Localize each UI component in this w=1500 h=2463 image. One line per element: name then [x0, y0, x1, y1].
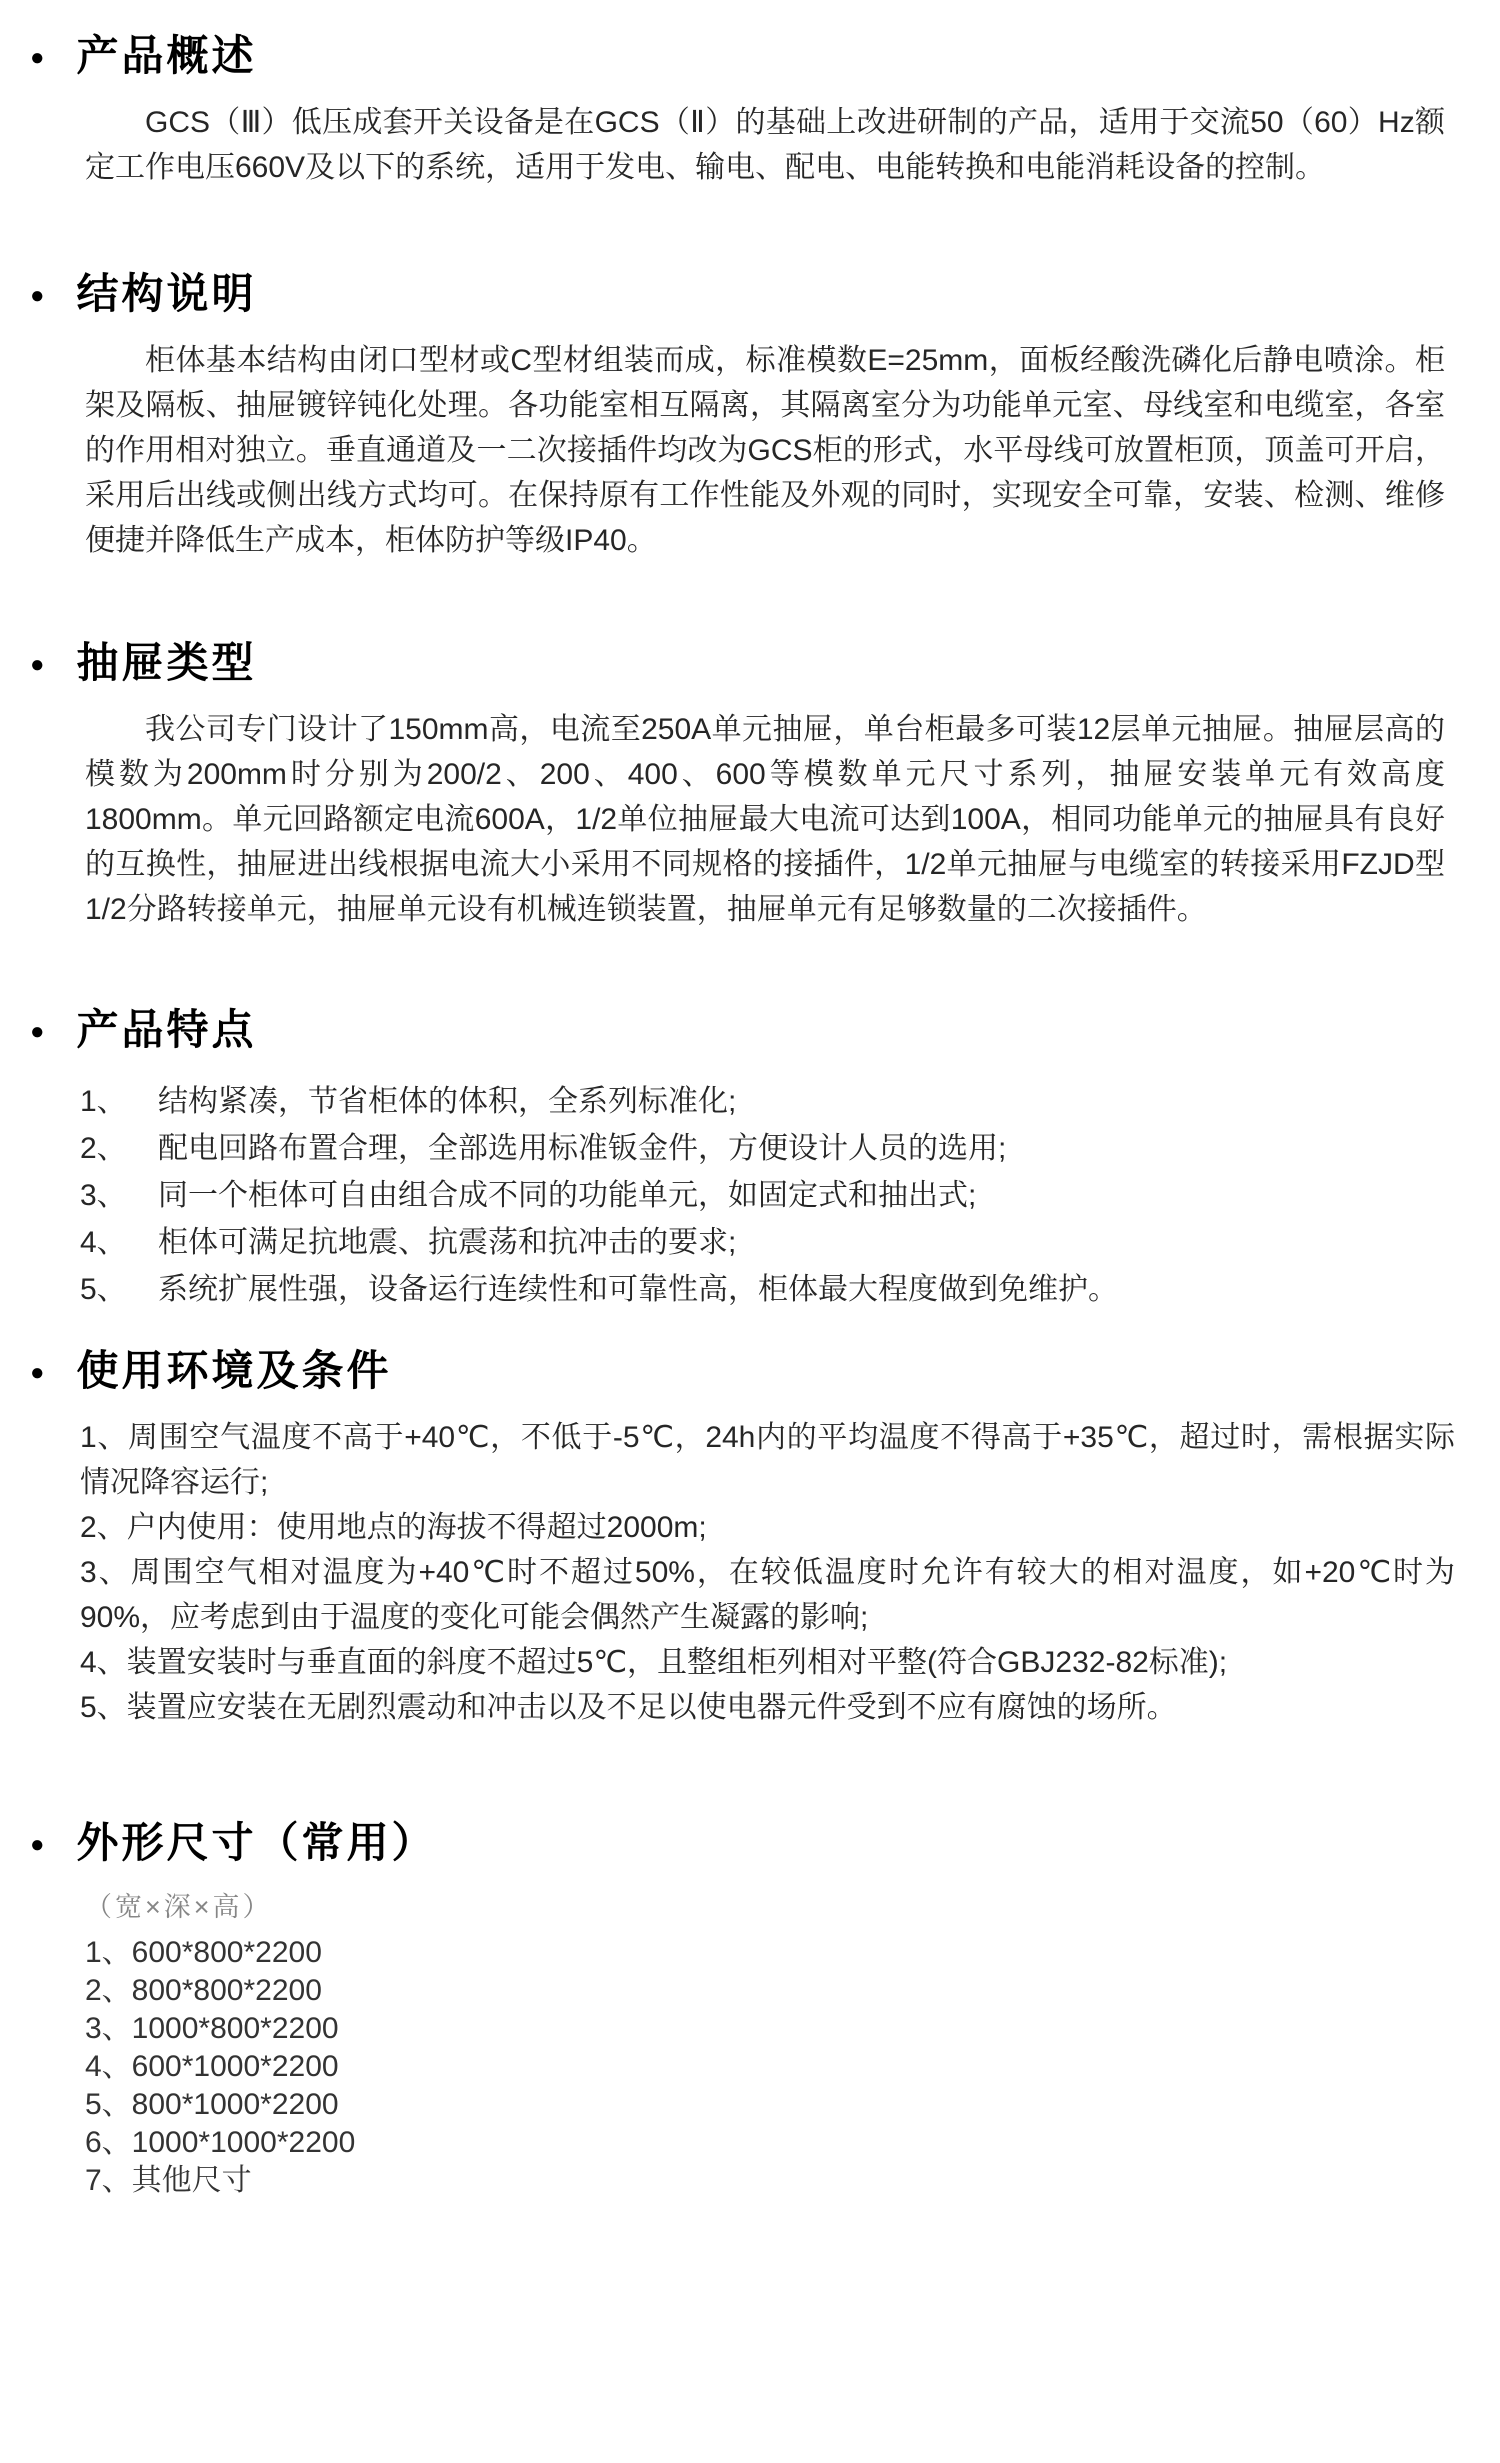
- list-item-text: 配电回路布置合理，全部选用标准钣金件，方便设计人员的选用;: [158, 1132, 1007, 1165]
- dimensions-note: （宽×深×高）: [85, 1892, 273, 1922]
- bullet-icon: ●: [30, 44, 45, 71]
- section-environment-title: 使用环境及条件: [76, 1347, 392, 1394]
- list-item-text: 结构紧凑，节省柜体的体积，全系列标准化;: [158, 1085, 737, 1118]
- section-overview-title: 产品概述: [76, 32, 257, 79]
- dimensions-list: [85, 1885, 1445, 2200]
- bullet-icon: ●: [30, 282, 45, 309]
- list-item: 3、周围空气相对温度为+40℃时不超过50%，在较低温度时允许有较大的相对温度，如+20℃时为90%，应考虑到由于温度的变化可能会偶然产生凝露的影响;: [80, 1556, 1455, 1634]
- list-item: 5、装置应安装在无剧烈震动和冲击以及不足以使电器元件受到不应有腐蚀的场所。: [80, 1691, 1177, 1724]
- section-structure-title: 结构说明: [76, 270, 257, 317]
- section-environment-heading: [30, 1343, 1445, 1399]
- section-drawer-types-paragraph: 我公司专门设计了150mm高，电流至250A单元抽屉，单台柜最多可装12层单元抽屉。抽屉层高的模数为200mm时分别为200/2、200、400、600等模数单元尺寸系列，抽屉安装单元有效高度1800mm。单元回路额定电流600A，1/2单位抽屉最大电流可达到100A，相同功能单元的抽屉具有良好的互换性，抽屉进出线根据电流大小采用不同规格的接插件，1/2单元抽屉与电缆室的转接采用FZJD型1/2分路转接单元，抽屉单元设有机械连锁装置，抽屉单元有足够数量的二次接插件。: [85, 713, 1445, 926]
- list-item-number: 3、: [80, 1179, 127, 1212]
- list-item: 1、周围空气温度不高于+40℃，不低于-5℃，24h内的平均温度不得高于+35℃，超过时，需根据实际情况降容运行;: [80, 1421, 1455, 1499]
- list-item: 4、装置安装时与垂直面的斜度不超过5℃，且整组柜列相对平整(符合GBJ232-82标准);: [80, 1646, 1228, 1679]
- list-item-text: 系统扩展性强，设备运行连续性和可靠性高，柜体最大程度做到免维护。: [158, 1273, 1118, 1306]
- bullet-icon: ●: [30, 1831, 45, 1858]
- bullet-icon: ●: [30, 651, 45, 678]
- section-structure-heading: [30, 266, 1445, 322]
- section-features-title: 产品特点: [76, 1006, 257, 1053]
- list-item-number: 1、: [80, 1085, 127, 1118]
- list-item-text: 同一个柜体可自由组合成不同的功能单元，如固定式和抽出式;: [158, 1179, 977, 1212]
- list-item: 4、600*1000*2200: [85, 2050, 339, 2083]
- list-item: 2、800*800*2200: [85, 1974, 322, 2007]
- list-item: 3、1000*800*2200: [85, 2012, 339, 2045]
- bullet-icon: ●: [30, 1018, 45, 1045]
- features-list: [80, 1078, 1445, 1313]
- section-overview-heading: [30, 28, 1445, 84]
- list-item: [80, 1172, 1445, 1219]
- list-item: [80, 1266, 1445, 1313]
- section-features: [30, 1002, 1445, 1313]
- list-item: 2、户内使用：使用地点的海拔不得超过2000m;: [80, 1511, 707, 1544]
- section-drawer-types-title: 抽屉类型: [76, 639, 257, 686]
- list-item: [80, 1125, 1445, 1172]
- list-item-text: 柜体可满足抗地震、抗震荡和抗冲击的要求;: [158, 1226, 737, 1259]
- list-item: 7、其他尺寸: [85, 2164, 252, 2197]
- list-item: [80, 1078, 1445, 1125]
- section-structure-paragraph: 柜体基本结构由闭口型材或C型材组装而成，标准模数E=25mm，面板经酸洗磷化后静电喷涂。柜架及隔板、抽屉镀锌钝化处理。各功能室相互隔离，其隔离室分为功能单元室、母线室和电缆室，各室的作用相对独立。垂直通道及一二次接插件均改为GCS柜的形式，水平母线可放置柜顶，顶盖可开启，采用后出线或侧出线方式均可。在保持原有工作性能及外观的同时，实现安全可靠，安装、检测、维修便捷并降低生产成本，柜体防护等级IP40。: [85, 344, 1445, 557]
- section-dimensions-heading: [30, 1815, 1445, 1871]
- list-item-number: 5、: [80, 1273, 127, 1306]
- section-dimensions-title: 外形尺寸（常用）: [76, 1819, 437, 1866]
- section-dimensions: [30, 1815, 1445, 2200]
- list-item: 5、800*1000*2200: [85, 2088, 339, 2121]
- section-structure: [30, 266, 1445, 563]
- section-features-heading: [30, 1002, 1445, 1058]
- list-item: 6、1000*1000*2200: [85, 2126, 356, 2159]
- list-item: [80, 1219, 1445, 1266]
- list-item-number: 4、: [80, 1226, 127, 1259]
- environment-list: [80, 1415, 1455, 1730]
- list-item-number: 2、: [80, 1132, 127, 1165]
- bullet-icon: ●: [30, 1359, 45, 1386]
- section-drawer-types-heading: [30, 635, 1445, 691]
- list-item: 1、600*800*2200: [85, 1936, 322, 1969]
- section-overview-paragraph: GCS（Ⅲ）低压成套开关设备是在GCS（Ⅱ）的基础上改进研制的产品，适用于交流50（60）Hz额定工作电压660V及以下的系统，适用于发电、输电、配电、电能转换和电能消耗设备的控制。: [85, 106, 1445, 184]
- section-environment: [30, 1343, 1455, 1730]
- section-drawer-types: [30, 635, 1445, 932]
- section-overview: [30, 28, 1445, 190]
